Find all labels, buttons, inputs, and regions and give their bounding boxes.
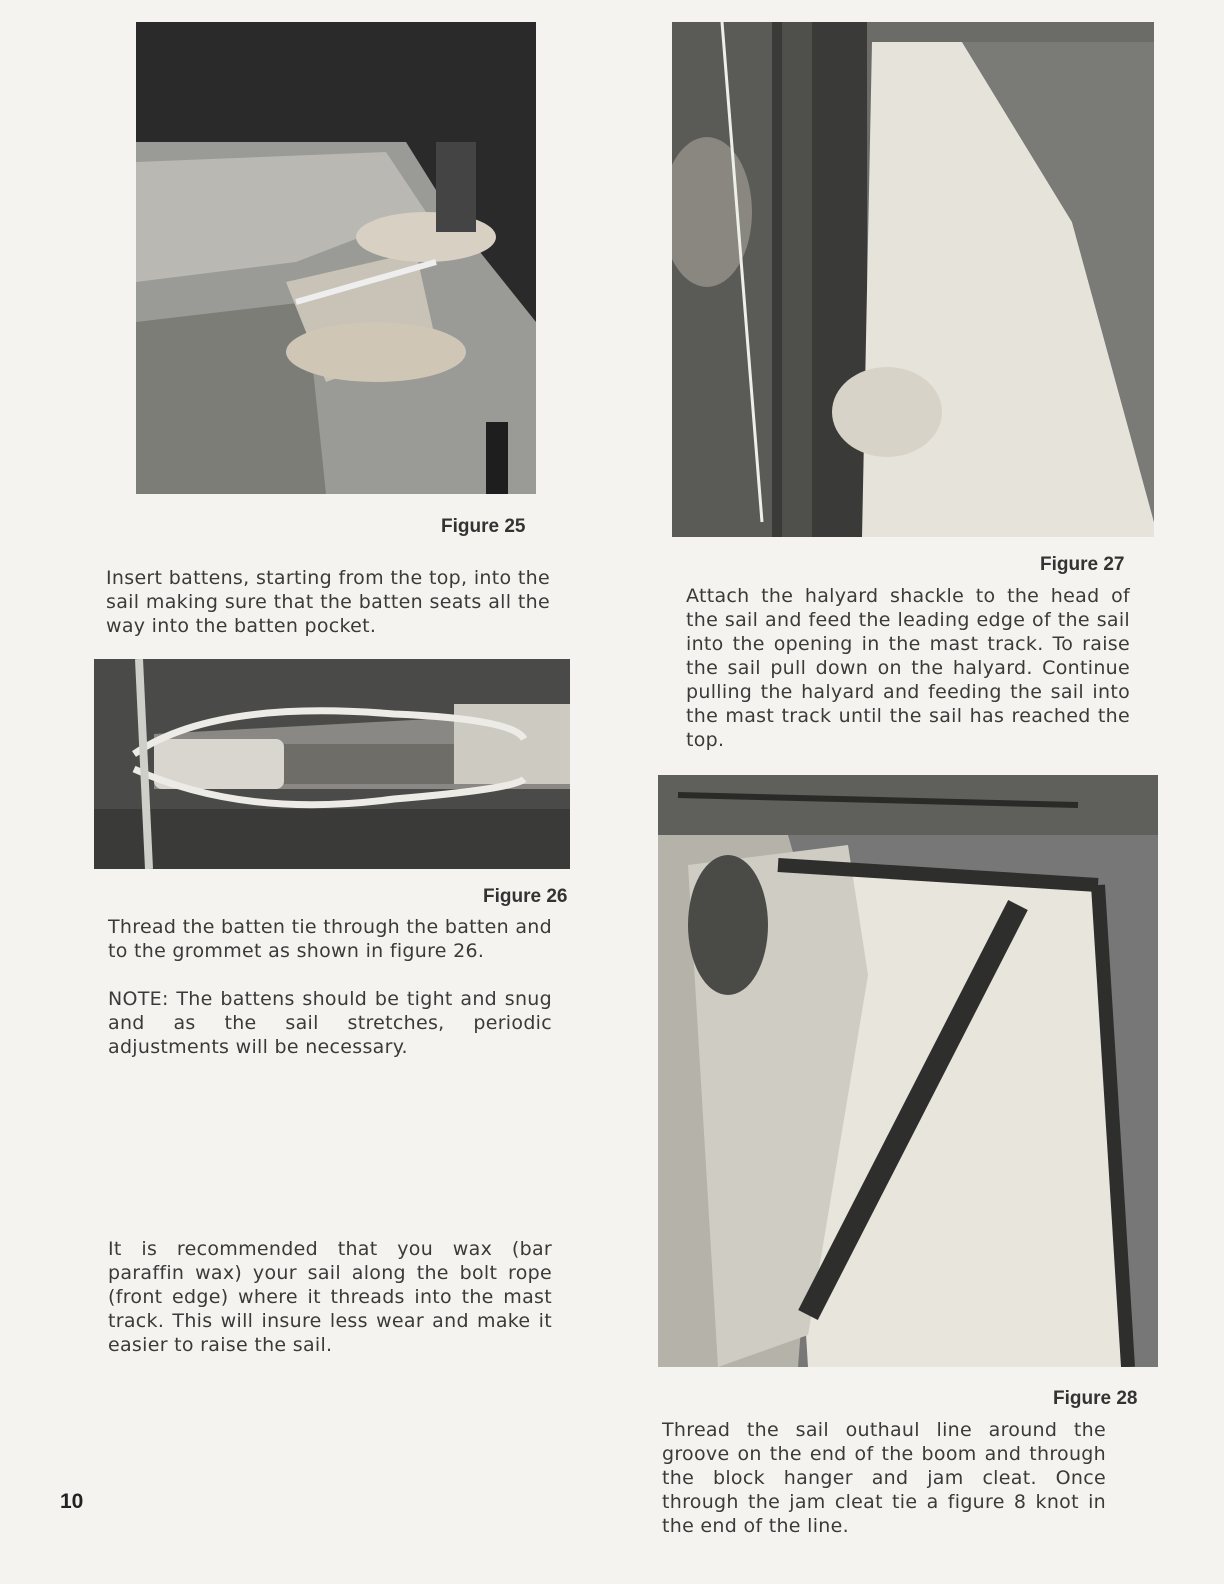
note-paragraph: NOTE: The battens should be tight and snug and as the sail stretches, periodic adjustments will be necessary. — [108, 988, 552, 1058]
figure-26-photo — [94, 659, 570, 869]
figure-25-caption: Figure 25 — [441, 516, 526, 537]
fig25-paragraph: Insert battens, starting from the top, into the sail making sure that the batten seats all the way into the batten pocket. — [106, 567, 550, 637]
figure-26-caption: Figure 26 — [483, 886, 568, 907]
fig28-paragraph: Thread the sail outhaul line around the groove on the end of the boom and through the block hanger and jam cleat. Once through the jam cleat tie a figure 8 knot in the end of the line. — [662, 1419, 1106, 1537]
fig26-paragraph: Thread the batten tie through the batten and to the grommet as shown in figure 26. — [108, 916, 552, 962]
figure-27-photo — [672, 22, 1154, 537]
page-number: 10 — [60, 1490, 84, 1513]
figure-28-photo — [658, 775, 1158, 1367]
fig27-paragraph: Attach the halyard shackle to the head of the sail and feed the leading edge of the sail into the opening in the mast track. To raise the sail pull down on the halyard. Continue pulling the halyard and feeding the sail into the mast track until the sail has reached the top. — [686, 585, 1130, 751]
figure-27-caption: Figure 27 — [1040, 554, 1125, 575]
figure-25-photo — [136, 22, 536, 494]
figure-28-caption: Figure 28 — [1053, 1388, 1138, 1409]
wax-tip-paragraph: It is recommended that you wax (bar paraffin wax) your sail along the bolt rope (front edge) where it threads into the mast track. This will insure less wear and make it easier to raise the sail. — [108, 1238, 552, 1356]
